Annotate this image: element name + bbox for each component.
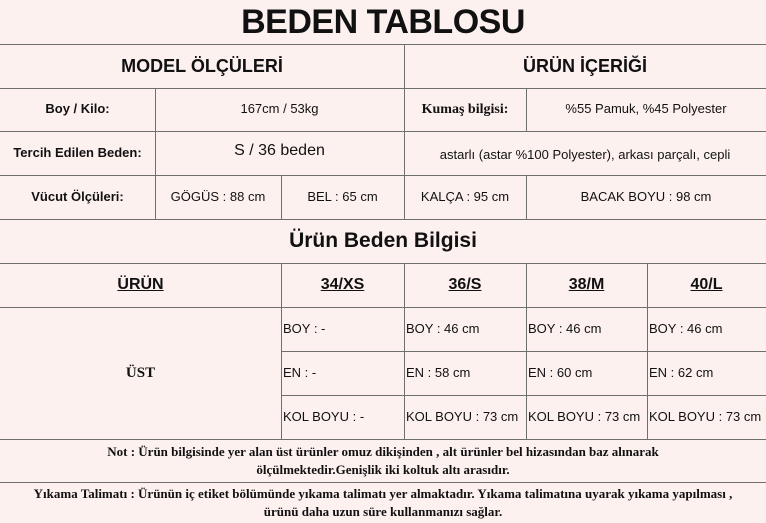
column-header-36-s: 36/S xyxy=(448,276,482,293)
size-cell-34-en: EN : - xyxy=(283,364,317,380)
model-measurements-heading: MODEL ÖLÇÜLERİ xyxy=(121,55,283,76)
divider xyxy=(281,395,766,396)
column-header-product: ÜRÜN xyxy=(117,276,164,293)
divider xyxy=(281,351,766,352)
size-cell-34-boy: BOY : - xyxy=(283,320,326,336)
row-label-ust: ÜST xyxy=(125,364,156,381)
divider xyxy=(0,44,766,45)
kumas-value: %55 Pamuk, %45 Polyester xyxy=(565,101,727,117)
divider xyxy=(0,263,766,264)
size-cell-36-boy: BOY : 46 cm xyxy=(406,320,480,336)
divider xyxy=(0,307,766,308)
divider xyxy=(0,131,766,132)
washing-instructions: Yıkama Talimatı : Ürünün iç etiket bölümünde yıkama talimatı yer almaktadır. Yıkama talimatına uyarak yıkama yapılması , ürünü daha uzun süre kullanmanızı sağlar. xyxy=(33,485,733,519)
size-cell-40-kol-boyu: KOL BOYU : 73 cm xyxy=(649,408,762,424)
waist-measurement: BEL : 65 cm xyxy=(307,188,378,204)
divider xyxy=(526,263,527,439)
divider xyxy=(404,44,405,219)
divider xyxy=(404,263,405,439)
size-cell-36-kol-boyu: KOL BOYU : 73 cm xyxy=(406,408,519,424)
product-details: astarlı (astar %100 Polyester), arkası parçalı, cepli xyxy=(439,146,731,162)
size-info-heading: Ürün Beden Bilgisi xyxy=(289,228,477,252)
size-cell-38-boy: BOY : 46 cm xyxy=(528,320,602,336)
divider xyxy=(647,263,648,439)
body-measurements-label: Vücut Ölçüleri: xyxy=(31,188,124,204)
leg-length-measurement: BACAK BOYU : 98 cm xyxy=(580,188,712,204)
page-title: BEDEN TABLOSU xyxy=(241,2,525,41)
divider xyxy=(526,88,527,131)
preferred-size-label: Tercih Edilen Beden: xyxy=(13,144,142,160)
divider xyxy=(0,482,766,483)
size-cell-34-kol-boyu: KOL BOYU : - xyxy=(283,408,365,424)
divider xyxy=(0,439,766,440)
divider xyxy=(281,175,282,219)
product-content-heading: ÜRÜN İÇERİĞİ xyxy=(522,55,647,76)
column-header-34-xs: 34/XS xyxy=(320,276,365,293)
divider xyxy=(155,88,156,219)
size-cell-40-en: EN : 62 cm xyxy=(649,364,714,380)
column-header-38-m: 38/M xyxy=(568,276,605,293)
boy-kilo-label: Boy / Kilo: xyxy=(45,101,110,117)
divider xyxy=(0,88,766,89)
column-header-40-l: 40/L xyxy=(690,276,723,293)
divider xyxy=(281,263,282,439)
preferred-size-value: S / 36 beden xyxy=(234,142,325,159)
hip-measurement: KALÇA : 95 cm xyxy=(420,188,510,204)
size-cell-40-boy: BOY : 46 cm xyxy=(649,320,723,336)
size-cell-36-en: EN : 58 cm xyxy=(406,364,471,380)
divider xyxy=(0,219,766,220)
kumas-label: Kumaş bilgisi: xyxy=(421,101,509,117)
chest-measurement: GÖGÜS : 88 cm xyxy=(170,188,266,204)
size-cell-38-en: EN : 60 cm xyxy=(528,364,593,380)
divider xyxy=(526,175,527,219)
measurement-note: Not : Ürün bilgisinde yer alan üst ürünler omuz dikişinden , alt ürünler bel hizasından baz alınarak ölçülmektedir.Genişlik iki koltuk altı arasıdır. xyxy=(107,443,659,477)
size-cell-38-kol-boyu: KOL BOYU : 73 cm xyxy=(528,408,641,424)
divider xyxy=(0,175,766,176)
boy-kilo-value: 167cm / 53kg xyxy=(240,101,319,117)
